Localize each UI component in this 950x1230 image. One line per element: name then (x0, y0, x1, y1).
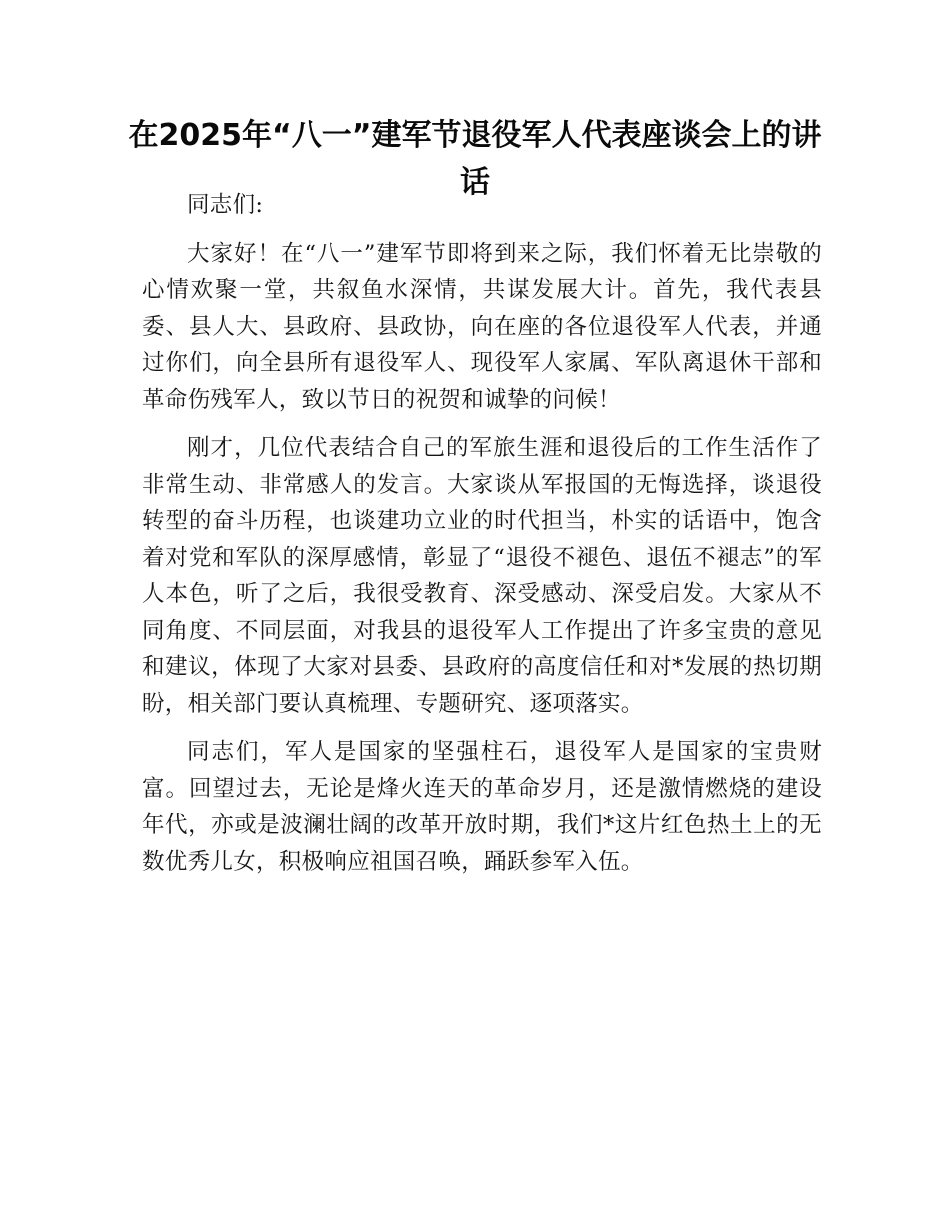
speech-title: 在2025年“八一”建军节退役军人代表座谈会上的讲话 (128, 118, 822, 200)
salutation: 同志们: (187, 192, 264, 218)
paragraph-veterans-value: 同志们，军人是国家的坚强柱石，退役军人是国家的宝贵财富。回望过去，无论是烽火连天的革命岁月，还是激情燃烧的建设年代，亦或是波澜壮阔的改革开放时期，我们*这片红色热土上的无数优秀儿女，积极响应祖国召唤，踊跃参军入伍。 (142, 739, 822, 875)
paragraph-opening: 大家好！在“八一”建军节即将到来之际，我们怀着无比崇敬的心情欢聚一堂，共叙鱼水深情，共谋发展大计。首先，我代表县委、县人大、县政府、县政协，向在座的各位退役军人代表，并通过你们，向全县所有退役军人、现役军人家属、军队离退休干部和革命伤残军人，致以节日的祝贺和诚挚的问候！ (142, 240, 822, 413)
paragraph-speeches-review: 刚才，几位代表结合自己的军旅生涯和退役后的工作生活作了非常生动、非常感人的发言。大家谈从军报国的无悔选择，谈退役转型的奋斗历程，也谈建功立业的时代担当，朴实的话语中，饱含着对党和军队的深厚感情，彰显了“退役不褪色、退伍不褪志”的军人本色，听了之后，我很受教育、深受感动、深受启发。大家从不同角度、不同层面，对我县的退役军人工作提出了许多宝贵的意见和建议，体现了大家对县委、县政府的高度信任和对*发展的热切期盼，相关部门要认真梳理、专题研究、逐项落实。 (142, 435, 822, 717)
speech-body (142, 187, 822, 892)
